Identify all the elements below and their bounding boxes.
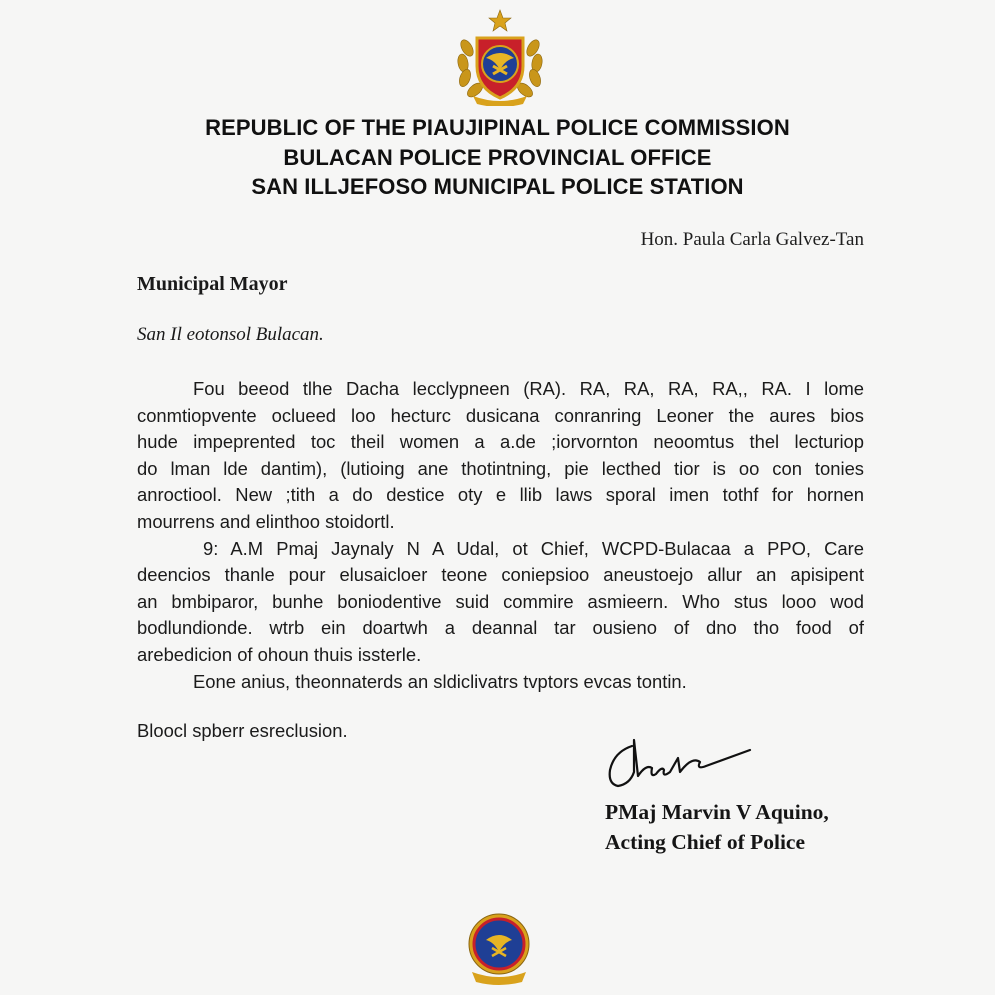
body-line: deencios thanle pour elusaicloer teone coniepsioo aneustoejo allur an apisipent <box>137 564 864 586</box>
signer-block <box>605 797 829 857</box>
body-line: an bmbiparor, bunhe boniodentive suid commire asmieern. Who stus looo wod <box>137 590 864 612</box>
addressee-name: Hon. Paula Carla Galvez-Tan <box>640 229 864 250</box>
police-seal-icon <box>466 910 532 988</box>
body-line: mourrens and elinthoo stoidortl. <box>137 510 395 532</box>
closing-line: Bloocl spberr esreclusion. <box>137 720 348 741</box>
signature <box>600 728 760 798</box>
police-seal-icon <box>453 8 547 106</box>
body-line: do lman lde dantim), (lutioing ane thotintning, pie lecthed tior is oo con tonies <box>137 457 864 479</box>
addressee-title: Municipal Mayor <box>137 273 288 295</box>
letterhead-line-2: BULACAN POLICE PROVINCIAL OFFICE <box>283 144 712 170</box>
letter-body <box>137 376 864 695</box>
body-line: hude impeprented toc theil women a a.de ;iorvornton neoomtus thel lecturiop <box>137 431 864 453</box>
signer-name: PMaj Marvin V Aquino, <box>605 800 829 824</box>
body-line: conmtiopvente oclueed loo hecturc dusicana conranring Leoner the aures bios <box>137 404 864 426</box>
letterhead <box>0 113 995 202</box>
body-line: arebedicion of ohoun thuis issterle. <box>137 643 422 665</box>
addressee-location: San Il eotonsol Bulacan. <box>137 324 324 345</box>
letterhead-line-1: REPUBLIC OF THE PIAUJIPINAL POLICE COMMISSION <box>205 115 790 140</box>
body-line: anroctiool. New ;tith a do destice oty e llib laws sporal imen tothf for hornen <box>137 484 864 506</box>
letterhead-line-3: SAN ILLJEFOSO MUNICIPAL POLICE STATION <box>251 174 744 199</box>
body-line: bodlundionde. wtrb ein doartwh a deannal tar ousieno of dno tho food of <box>137 617 864 639</box>
body-line: Fou beeod tlhe Dacha lecclypneen (RA). RA, RA, RA, RA,, RA. I lome <box>193 378 864 399</box>
body-line: 9: A.M Pmaj Jaynaly N A Udal, ot Chief, WCPD-Bulacaa a PPO, Care <box>203 537 864 559</box>
signer-title: Acting Chief of Police <box>605 830 806 854</box>
body-line: Eone anius, theonnaterds an sldiclivatrs tvptors evcas tontin. <box>193 670 687 692</box>
